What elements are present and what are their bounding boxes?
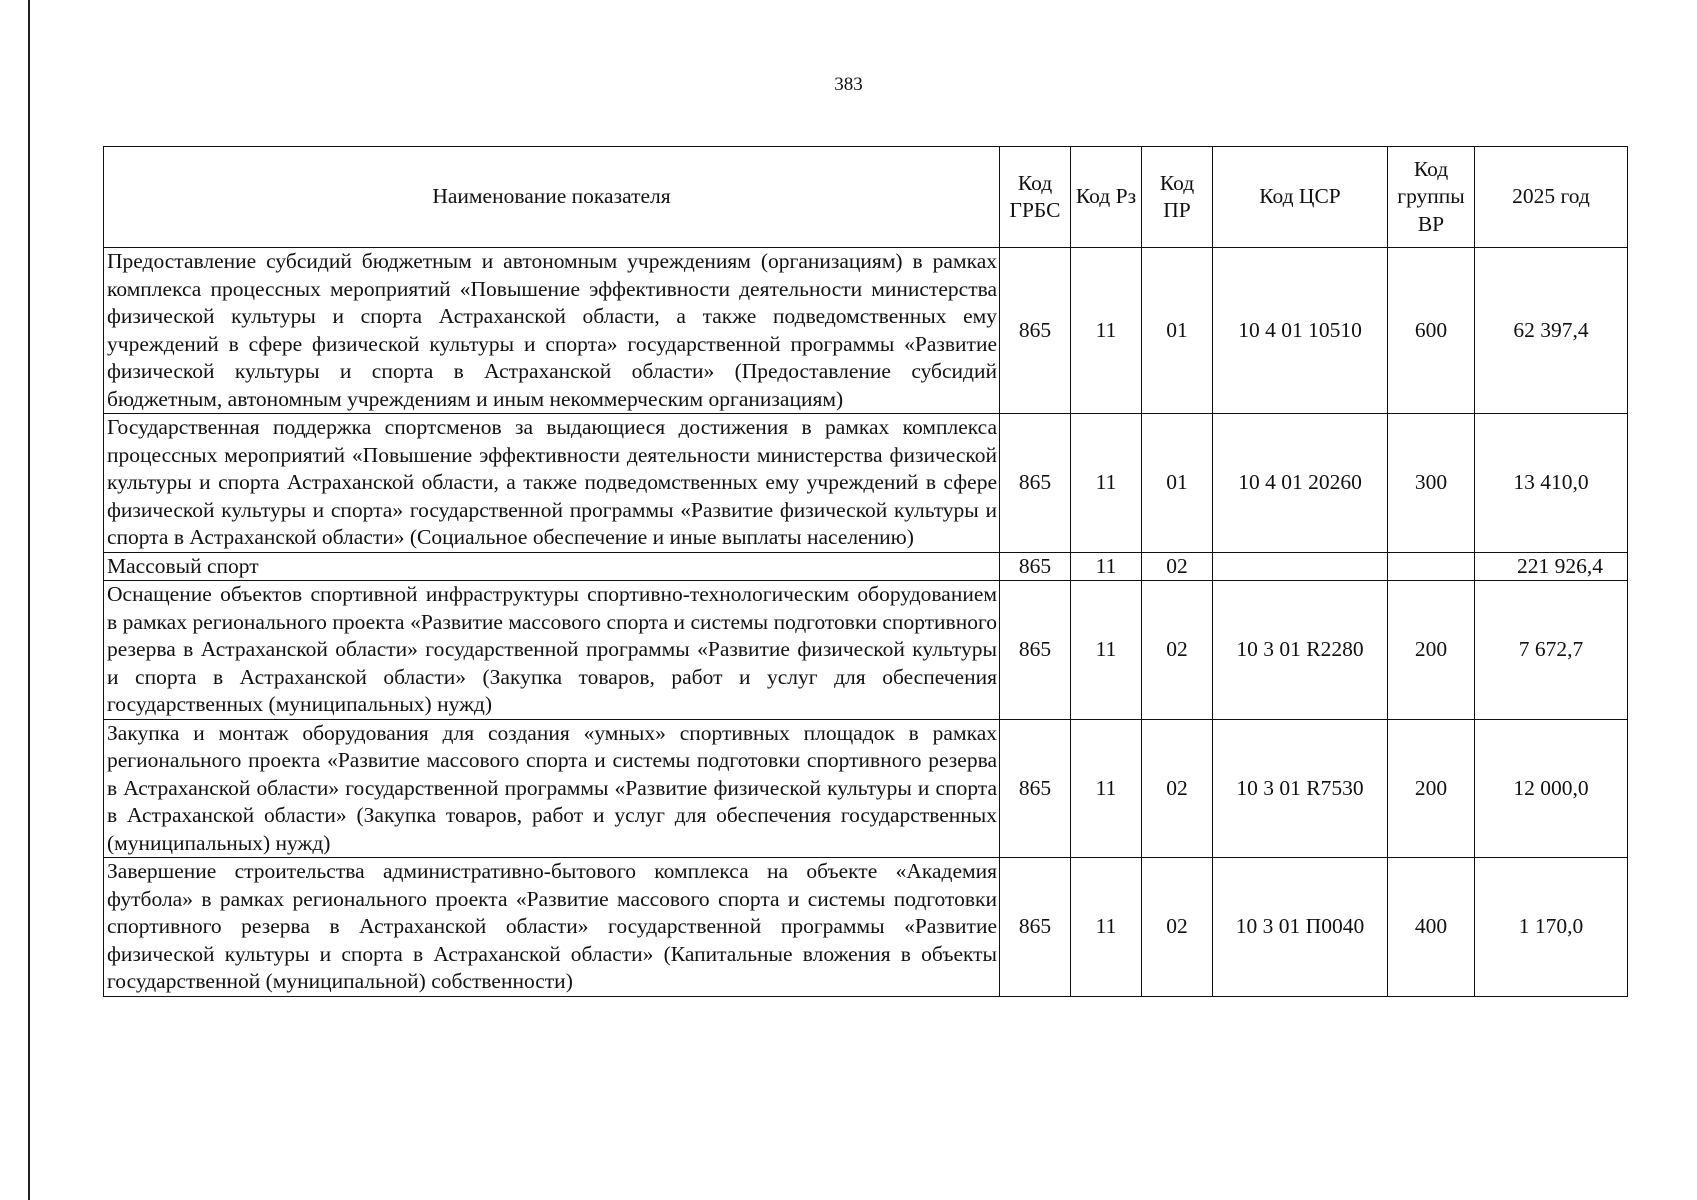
row-vr: 200 <box>1388 719 1475 858</box>
binding-margin-line <box>28 0 30 1200</box>
header-grbs: Код ГРБС <box>1000 147 1071 248</box>
table-row-section <box>104 552 1628 581</box>
row-vr: 400 <box>1388 858 1475 997</box>
row-amount: 13 410,0 <box>1475 414 1628 553</box>
row-csr <box>1213 552 1388 581</box>
table-row <box>104 414 1628 553</box>
row-vr <box>1388 552 1475 581</box>
table-header-row <box>104 147 1628 248</box>
row-rz: 11 <box>1071 414 1142 553</box>
row-grbs: 865 <box>1000 414 1071 553</box>
row-csr: 10 4 01 10510 <box>1213 248 1388 414</box>
page-number: 383 <box>834 74 863 95</box>
budget-table <box>103 146 1628 997</box>
row-amount: 221 926,4 <box>1475 552 1628 581</box>
row-name: Государственная поддержка спортсменов за выдающиеся достижения в рамках комплекса процессных мероприятий «Повышение эффективности деятельности министерства физической культуры и спорта Астраханской области, а также подведомственных ему учреждений в сфере физической культуры и спорта» государственной программы «Развитие физической культуры и спорта в Астраханской области» (Социальное обеспечение и иные выплаты населению) <box>104 414 1000 553</box>
row-vr: 200 <box>1388 581 1475 720</box>
row-grbs: 865 <box>1000 581 1071 720</box>
row-csr: 10 4 01 20260 <box>1213 414 1388 553</box>
row-grbs: 865 <box>1000 248 1071 414</box>
row-rz: 11 <box>1071 858 1142 997</box>
row-rz: 11 <box>1071 719 1142 858</box>
row-vr: 600 <box>1388 248 1475 414</box>
row-name: Предоставление субсидий бюджетным и автономным учреждениям (организациям) в рамках комплекса процессных мероприятий «Повышение эффективности деятельности министерства физической культуры и спорта Астраханской области, а также подведомственных ему учреждений в сфере физической культуры и спорта» государственной программы «Развитие физической культуры и спорта в Астраханской области» (Предоставление субсидий бюджетным, автономным учреждениям и иным некоммерческим организациям) <box>104 248 1000 414</box>
row-rz: 11 <box>1071 248 1142 414</box>
header-pr: Код ПР <box>1142 147 1213 248</box>
row-amount: 1 170,0 <box>1475 858 1628 997</box>
row-csr: 10 3 01 П0040 <box>1213 858 1388 997</box>
header-name: Наименование показателя <box>104 147 1000 248</box>
table-row <box>104 858 1628 997</box>
row-pr: 02 <box>1142 581 1213 720</box>
header-vr: Код группы ВР <box>1388 147 1475 248</box>
table-row <box>104 719 1628 858</box>
row-name: Закупка и монтаж оборудования для создания «умных» спортивных площадок в рамках регионального проекта «Развитие массового спорта и системы подготовки спортивного резерва в Астраханской области» государственной программы «Развитие физической культуры и спорта в Астраханской области» (Закупка товаров, работ и услуг для обеспечения государственных (муниципальных) нужд) <box>104 719 1000 858</box>
row-name: Массовый спорт <box>104 552 1000 581</box>
row-pr: 01 <box>1142 248 1213 414</box>
row-name: Оснащение объектов спортивной инфраструктуры спортивно-технологическим оборудованием в рамках регионального проекта «Развитие массового спорта и системы подготовки спортивного резерва в Астраханской области» государственной программы «Развитие физической культуры и спорта в Астраханской области» (Закупка товаров, работ и услуг для обеспечения государственных (муниципальных) нужд) <box>104 581 1000 720</box>
row-amount: 12 000,0 <box>1475 719 1628 858</box>
row-rz: 11 <box>1071 552 1142 581</box>
row-csr: 10 3 01 R7530 <box>1213 719 1388 858</box>
table-row <box>104 248 1628 414</box>
row-amount: 7 672,7 <box>1475 581 1628 720</box>
row-grbs: 865 <box>1000 719 1071 858</box>
row-grbs: 865 <box>1000 552 1071 581</box>
row-csr: 10 3 01 R2280 <box>1213 581 1388 720</box>
row-name: Завершение строительства административно-бытового комплекса на объекте «Академия футбола» в рамках регионального проекта «Развитие массового спорта и системы подготовки спортивного резерва в Астраханской области» государственной программы «Развитие физической культуры и спорта в Астраханской области» (Капитальные вложения в объекты государственной (муниципальной) собственности) <box>104 858 1000 997</box>
row-pr: 02 <box>1142 719 1213 858</box>
header-year: 2025 год <box>1475 147 1628 248</box>
row-vr: 300 <box>1388 414 1475 553</box>
row-pr: 02 <box>1142 858 1213 997</box>
header-csr: Код ЦСР <box>1213 147 1388 248</box>
row-pr: 01 <box>1142 414 1213 553</box>
row-pr: 02 <box>1142 552 1213 581</box>
row-amount: 62 397,4 <box>1475 248 1628 414</box>
row-rz: 11 <box>1071 581 1142 720</box>
table-row <box>104 581 1628 720</box>
header-rz: Код Рз <box>1071 147 1142 248</box>
row-grbs: 865 <box>1000 858 1071 997</box>
